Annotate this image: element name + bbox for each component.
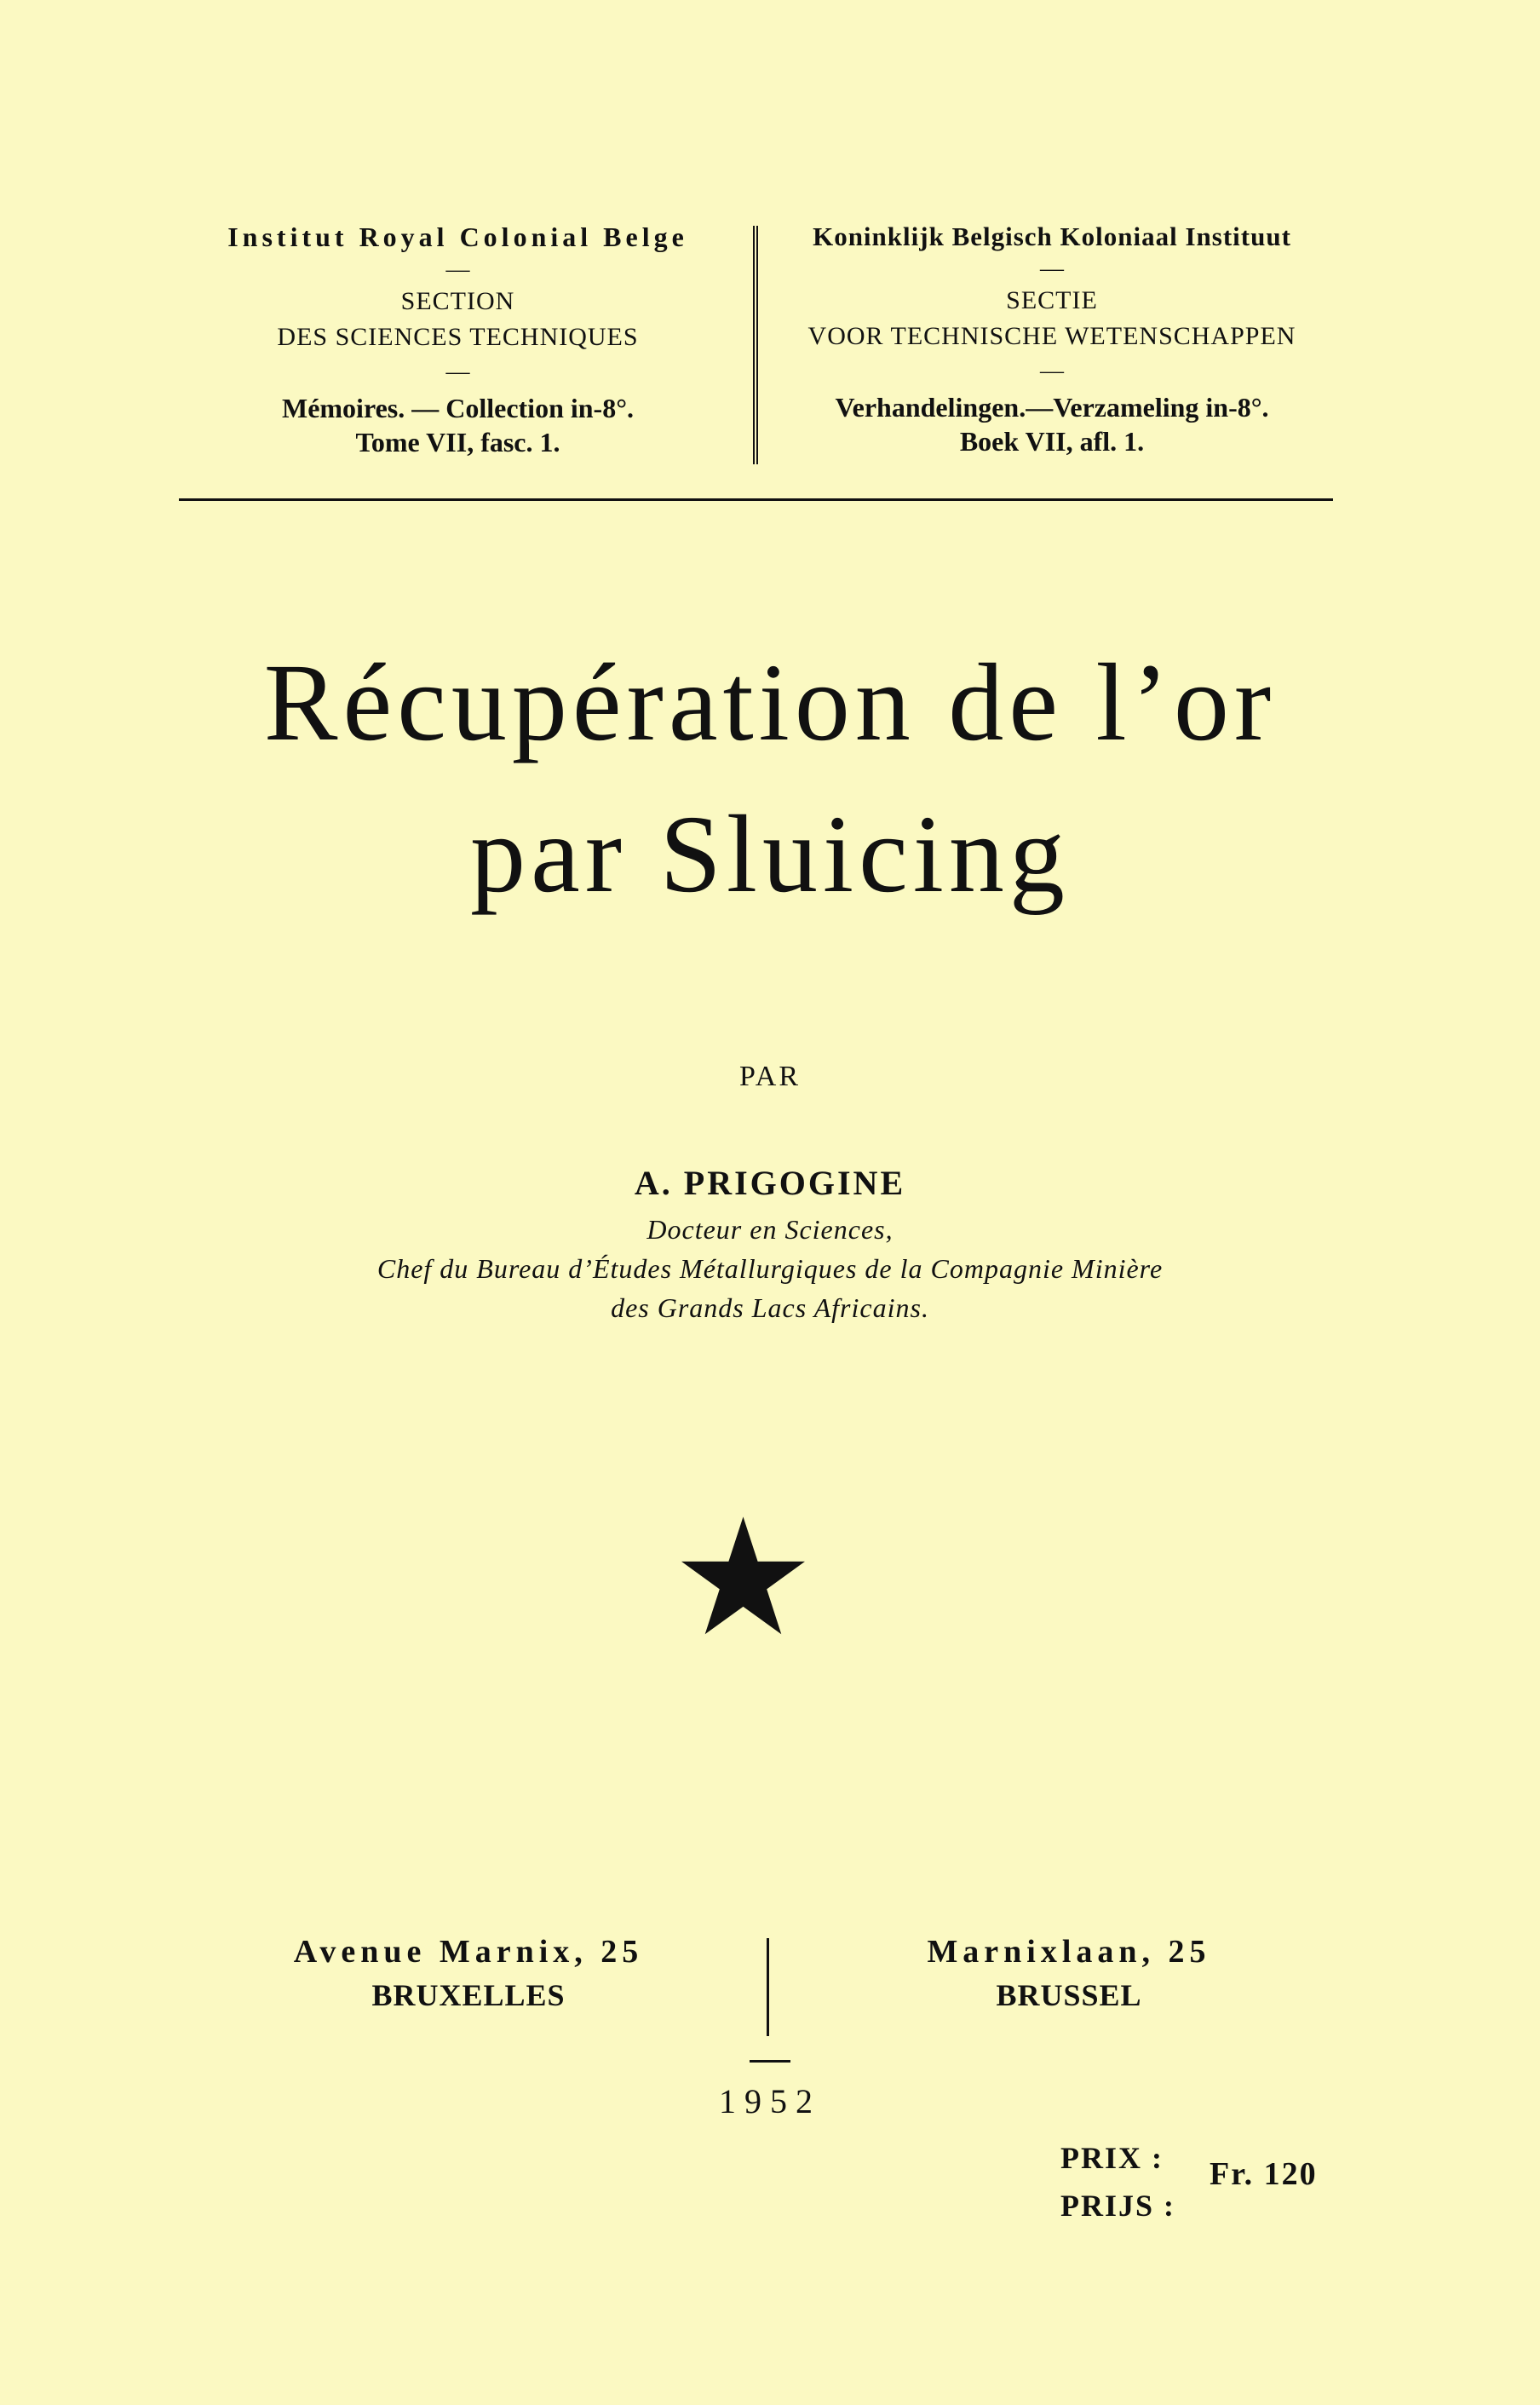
series-line1-fr: Mémoires. — Collection in-8°. [281,393,634,423]
series-line2-fr: Tome VII, fasc. 1. [355,427,560,457]
par-label: PAR [738,1061,802,1092]
street-nl: Marnixlaan, 25 [927,1934,1211,1970]
header-right-column [771,222,1333,458]
section-name-line2-nl: VOOR TECHNISCHE WETENSCHAPPEN [807,322,1296,350]
footer-divider [767,1938,769,2036]
title-line1: Récupération de l’or [263,642,1277,764]
city-nl: BRUSSEL [996,1978,1142,2012]
header-divider [753,226,758,464]
price-labels [1060,2134,1175,2230]
credential-line3: des Grands Lacs Africains. [611,1292,929,1323]
header-dash: — [1040,256,1064,282]
street-fr: Avenue Marnix, 25 [293,1934,644,1970]
city-fr: BRUXELLES [371,1978,566,2012]
credential-line1: Docteur en Sciences, [646,1214,894,1245]
price-value: Fr. 120 [1210,2156,1318,2192]
author-name: A. PRIGOGINE [634,1164,906,1202]
author-credentials [0,1210,1540,1327]
header-dash: — [445,359,470,385]
footer-dash [750,2060,790,2063]
document-title [0,639,1540,918]
price-label-fr: PRIX : [1060,2141,1164,2175]
star-icon [681,1516,805,1636]
address-right [830,1930,1307,2017]
price-label-nl: PRIJS : [1060,2189,1176,2223]
section-name-line2-fr: DES SCIENCES TECHNIQUES [277,323,639,351]
header-left-column [175,222,741,459]
header-rule [179,498,1333,501]
section-name-line1-nl: SECTIE [1006,286,1098,314]
address-left [221,1930,715,2017]
institute-name-fr: Institut Royal Colonial Belge [227,222,688,252]
institute-name-nl: Koninklijk Belgisch Koloniaal Instituut [813,222,1291,251]
section-name-line1-fr: SECTION [400,287,515,315]
series-line1-nl: Verhandelingen.—Verzameling in-8°. [835,392,1269,423]
header-dash: — [1040,358,1064,384]
credential-line2: Chef du Bureau d’Études Métallurgiques de la Compagnie Minière [376,1253,1164,1284]
header-dash: — [445,256,470,283]
title-line2: par Sluicing [470,793,1070,916]
series-line2-nl: Boek VII, afl. 1. [959,426,1145,457]
publication-year: 1952 [719,2082,821,2120]
